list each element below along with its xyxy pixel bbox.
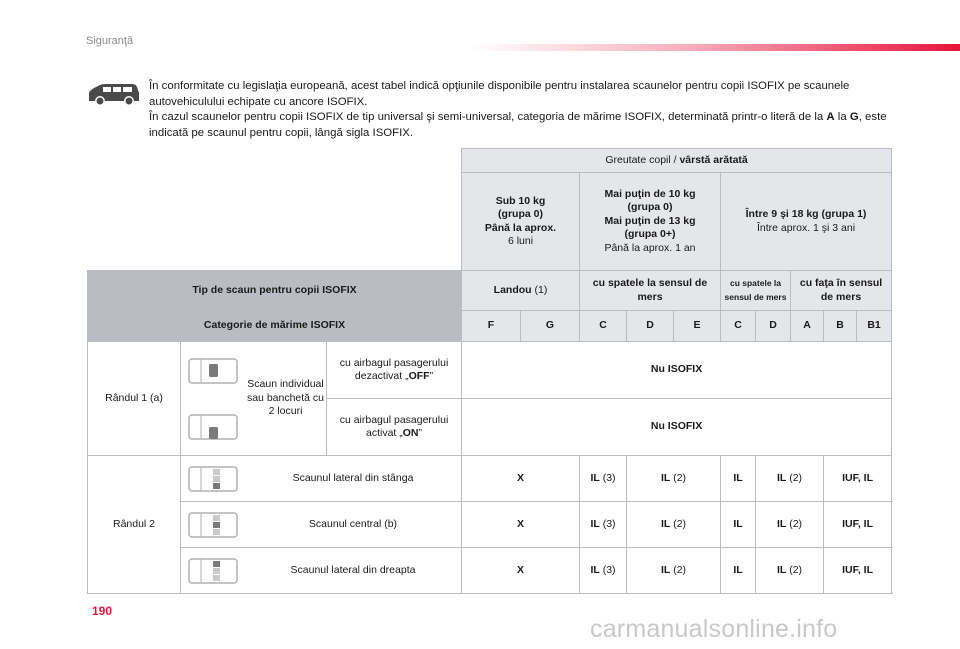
value-cell: IL	[721, 456, 756, 502]
value-cell: IUF, IL	[824, 548, 892, 594]
seat-layout-icon	[187, 557, 239, 585]
type-rear-facing-2: cu spatele la sensul de mers	[721, 271, 791, 311]
value-cell: IL	[721, 548, 756, 594]
row2-seat-name: Scaunul lateral din stânga	[292, 471, 414, 484]
airbag-off-label: cu airbagul pasagerului dezactivat „OFF”	[327, 342, 462, 399]
row1-value-on: Nu ISOFIX	[462, 399, 892, 456]
row2-seat-name: Scaunul central (b)	[308, 517, 398, 530]
row2-seat-right	[181, 548, 462, 594]
type-forward-facing: cu faţa în sensul de mers	[791, 271, 892, 311]
value-cell: IL	[721, 502, 756, 548]
intro-letter-a: A	[826, 111, 835, 124]
value-cell: IL (3)	[580, 548, 627, 594]
value-cell: IL (3)	[580, 502, 627, 548]
row1-label: Rândul 1 (a)	[88, 342, 181, 456]
group-header-1: Sub 10 kg (grupa 0) Până la aprox. 6 luni	[462, 173, 580, 271]
category-label: Categorie de mărime ISOFIX	[88, 311, 462, 342]
row1-seat-label: Scaun individual sau banchetă cu 2 locuri	[246, 378, 325, 418]
seat-layout-icon	[187, 357, 239, 385]
value-cell: IL (2)	[756, 456, 824, 502]
value-cell: IL (2)	[627, 502, 721, 548]
value-cell: IL (2)	[756, 502, 824, 548]
type-rear-facing-1: cu spatele la sensul de mers	[580, 271, 721, 311]
page-number: 190	[92, 604, 113, 618]
row2-label: Rândul 2	[88, 456, 181, 594]
section-title: Siguranţă	[86, 35, 134, 47]
group-header-2: Mai puţin de 10 kg (grupa 0) Mai puţin de 13 kg (grupa 0+) Până la aprox. 1 an	[580, 173, 721, 271]
value-cell: IL (3)	[580, 456, 627, 502]
value-cell: IL (2)	[627, 548, 721, 594]
category-cell: E	[674, 311, 721, 342]
category-cell: D	[756, 311, 791, 342]
value-cell: X	[462, 502, 580, 548]
type-label: Tip de scaun pentru copii ISOFIX	[88, 271, 462, 311]
intro-paragraph-2	[149, 110, 894, 141]
type-carrycot: Landou (1)	[462, 271, 580, 311]
airbag-on-label: cu airbagul pasagerului activat „ON”	[327, 399, 462, 456]
seat-layout-icon	[187, 413, 239, 441]
row1-value-off: Nu ISOFIX	[462, 342, 892, 399]
intro-text-part: În cazul scaunelor pentru copii ISOFIX de tip universal şi semi-universal, categoria de mărime ISOFIX, determinată printr-o literă de la	[149, 111, 827, 124]
intro-text-part: , este indicată pe scaunul pentru copii, lângă sigla ISOFIX.	[149, 111, 887, 139]
row2-seat-name: Scaunul lateral din dreapta	[290, 563, 416, 576]
seat-layout-icon	[187, 465, 239, 493]
category-cell: G	[521, 311, 580, 342]
category-cell: C	[721, 311, 756, 342]
header-accent-line	[470, 44, 960, 51]
intro-text	[149, 79, 894, 141]
category-cell: C	[580, 311, 627, 342]
value-cell: X	[462, 548, 580, 594]
value-cell: IUF, IL	[824, 502, 892, 548]
value-cell: IL (2)	[756, 548, 824, 594]
minivan-icon	[86, 82, 142, 106]
seat-layout-icon	[187, 511, 239, 539]
group-header-3: Între 9 şi 18 kg (grupa 1) Între aprox. 1 şi 3 ani	[721, 173, 892, 271]
category-cell: B1	[857, 311, 892, 342]
category-cell: B	[824, 311, 857, 342]
row1-seat-cell	[181, 342, 327, 456]
row2-seat-left	[181, 456, 462, 502]
category-cell: F	[462, 311, 521, 342]
value-cell: X	[462, 456, 580, 502]
intro-paragraph-1: În conformitate cu legislaţia europeană, acest tabel indică opţiunile disponibile pentru instalarea scaunelor pentru copii ISOFIX pe scaunele autovehiculului echipate cu ancore ISOFIX.	[149, 80, 850, 108]
intro-letter-g: G	[849, 111, 859, 124]
weight-header: Greutate copil / vârstă arătată	[462, 149, 892, 173]
value-cell: IL (2)	[627, 456, 721, 502]
category-cell: D	[627, 311, 674, 342]
value-cell: IUF, IL	[824, 456, 892, 502]
category-cell: A	[791, 311, 824, 342]
watermark: carmanualsonline.info	[590, 615, 838, 643]
isofix-table	[87, 148, 892, 594]
intro-text-part: la	[834, 111, 850, 124]
row2-seat-center	[181, 502, 462, 548]
